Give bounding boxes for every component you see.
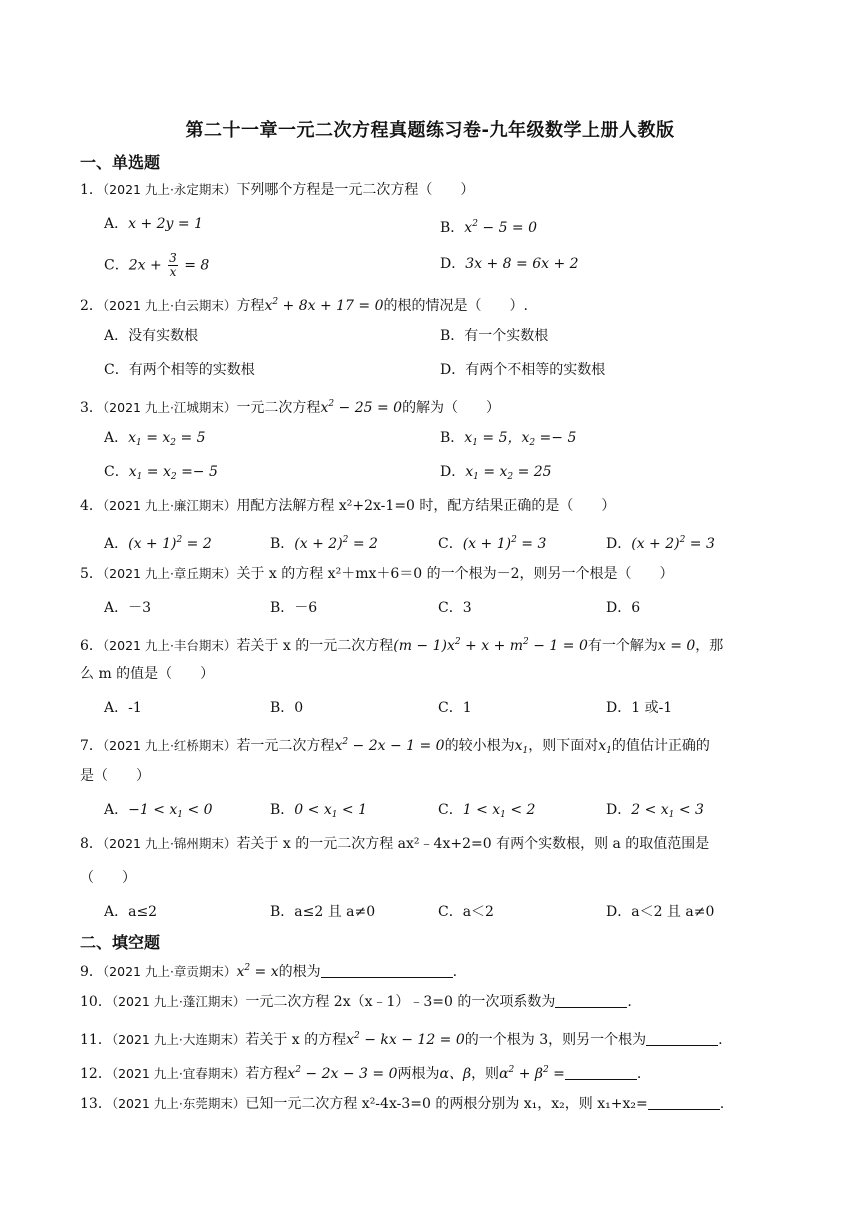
q6-option-d: D．1 或-1 xyxy=(606,700,673,716)
q4-option-a: A．$(x + 1)^2 = 2$ xyxy=(104,535,212,552)
question-13: 13．（2021 九上·东莞期末）已知一元二次方程 x²-4x-3=0 的两根分别为 x₁，x₂，则 x₁+x₂= . xyxy=(80,1096,725,1112)
q3-option-b: B．$x_1 = 5$，$x_2 =- 5$ xyxy=(440,430,577,448)
q1-option-b: B．$x^2 - 5 = 0$ xyxy=(440,219,538,236)
q2-option-d: D．有两个不相等的实数根 xyxy=(440,362,606,378)
section-heading-single-choice: 一、单选题 xyxy=(80,153,161,172)
question-8-line-2: （ ） xyxy=(80,870,136,886)
question-5: 5．（2021 九上·章丘期末）关于 x 的方程 x²＋mx＋6＝0 的一个根为－2，则另一个根是（ ） xyxy=(80,566,674,582)
question-10: 10．（2021 九上·蓬江期末）一元二次方程 2x（x﹣1）﹣3=0 的一次项系数为 . xyxy=(80,994,632,1010)
q2-option-b: B．有一个实数根 xyxy=(440,328,549,344)
q5-option-a: A．－3 xyxy=(104,600,152,616)
page-title: 第二十一章一元二次方程真题练习卷-九年级数学上册人教版 xyxy=(185,120,675,141)
q1-option-c: C．2x + $\frac{3}{x}$ = 8 xyxy=(104,251,210,279)
section-heading-fill-blank: 二、填空题 xyxy=(80,933,161,952)
q3-option-a: A．$x_1 = x_2 = 5$ xyxy=(104,430,206,448)
question-9: 9．（2021 九上·章贡期末）$x^2 = x$的根为 . xyxy=(80,963,458,980)
answer-blank xyxy=(646,1031,718,1046)
question-2: 2．（2021 九上·白云期末）方程$x^2 + 8x + 17 = 0$的根的情况是（ ）. xyxy=(80,297,528,314)
question-1: 1．（2021 九上·永定期末）下列哪个方程是一元二次方程（ ） xyxy=(80,182,475,198)
question-3: 3．（2021 九上·江城期末）一元二次方程$x^2 - 25 = 0$的解为（ ） xyxy=(80,399,501,416)
question-7-line-2: 是（ ） xyxy=(80,768,150,784)
question-8: 8．（2021 九上·锦州期末）若关于 x 的一元二次方程 ax²﹣4x+2=0 有两个实数根，则 a 的取值范围是 xyxy=(80,836,710,852)
question-6-line-2: 么 m 的值是（ ） xyxy=(80,666,215,682)
question-11: 11．（2021 九上·大连期末）若关于 x 的方程$x^2$ − kx − 12 = 0的一个根为 3，则另一个根为 . xyxy=(80,1031,723,1048)
q7-option-a: A．$-1 < x_1 < 0$ xyxy=(104,802,213,820)
q5-option-d: D．6 xyxy=(606,600,641,616)
answer-blank xyxy=(565,1065,637,1080)
q1-option-a: A．x + 2y = 1 xyxy=(104,216,204,232)
question-source: （2021 九上·永定期末） xyxy=(102,182,237,197)
question-12: 12．（2021 九上·宜春期末）若方程$x^2 - 2x - 3 = 0$两根为α、β，则$\alpha^2 + \beta^2$ = . xyxy=(80,1065,642,1082)
question-4: 4．（2021 九上·廉江期末）用配方法解方程 x²+2x-1=0 时，配方结果正确的是（ ） xyxy=(80,498,616,514)
question-6: 6．（2021 九上·丰台期末）若关于 x 的一元二次方程$(m - 1)x^2 + x + m^2 - 1 = 0$有一个解为x = 0，那 xyxy=(80,637,724,654)
answer-blank xyxy=(648,1095,720,1110)
answer-blank xyxy=(555,993,627,1008)
question-7: 7．（2021 九上·红桥期末）若一元二次方程$x^2 - 2x - 1 = 0$的较小根为$x_1$，则下面对$x_1$的值估计正确的 xyxy=(80,737,710,756)
q7-option-c: C．$1 < x_1 < 2$ xyxy=(438,802,536,820)
q5-option-c: C．3 xyxy=(438,600,472,616)
q1-option-d: D．3x + 8 = 6x + 2 xyxy=(440,256,579,272)
q4-option-c: C．$(x + 1)^2 = 3$ xyxy=(438,535,547,552)
q7-option-b: B．$0 < x_1 < 1$ xyxy=(270,802,368,820)
q6-option-c: C．1 xyxy=(438,700,472,716)
q5-option-b: B．－6 xyxy=(270,600,318,616)
q8-option-d: D．a＜2 且 a≠0 xyxy=(606,904,715,920)
q2-option-a: A．没有实数根 xyxy=(104,328,199,344)
q7-option-d: D．$2 < x_1 < 3$ xyxy=(606,802,704,820)
q6-option-a: A．-1 xyxy=(104,700,142,716)
q4-option-b: B．$(x + 2)^2 = 2$ xyxy=(270,535,378,552)
q3-option-c: C．$x_1 = x_2 =- 5$ xyxy=(104,464,218,482)
q8-option-b: B．a≤2 且 a≠0 xyxy=(270,904,376,920)
q8-option-c: C．a＜2 xyxy=(438,904,494,920)
q3-option-d: D．$x_1 = x_2 = 25$ xyxy=(440,464,552,482)
q4-option-d: D．$(x + 2)^2 = 3$ xyxy=(606,535,715,552)
q8-option-a: A．a≤2 xyxy=(104,904,158,920)
answer-blank xyxy=(321,963,453,978)
q2-option-c: C．有两个相等的实数根 xyxy=(104,362,255,378)
q6-option-b: B．0 xyxy=(270,700,304,716)
